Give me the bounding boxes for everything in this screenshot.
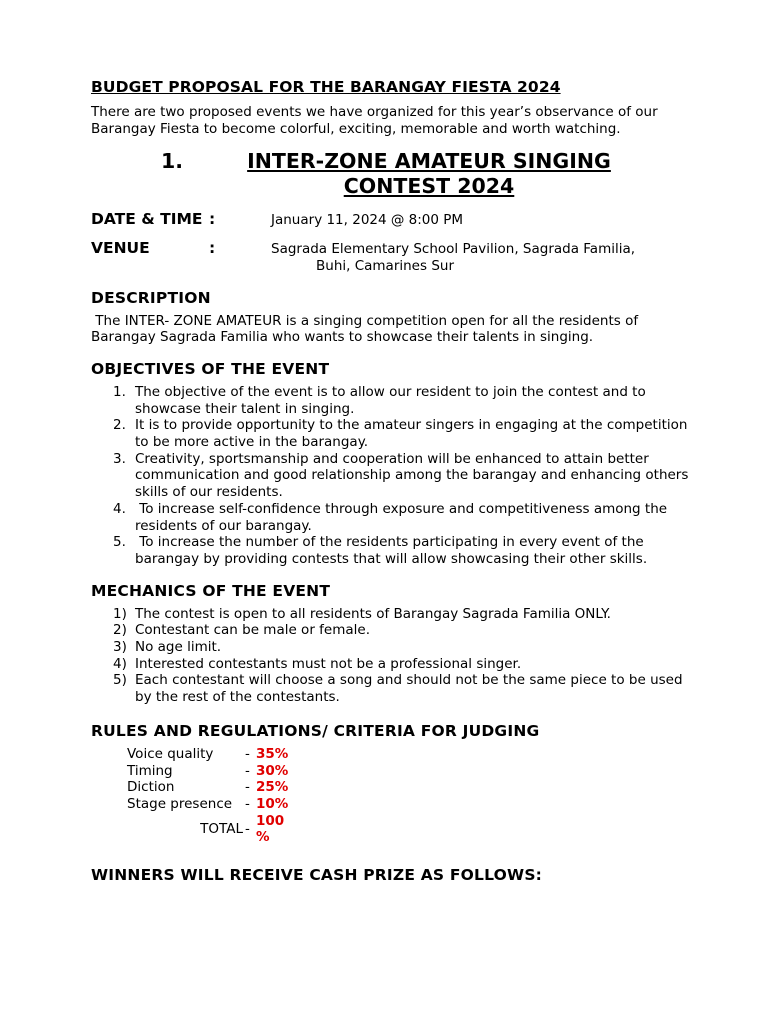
objectives-heading: OBJECTIVES OF THE EVENT bbox=[91, 359, 330, 378]
criteria-row: Voice quality - 35% bbox=[127, 745, 289, 762]
list-item: 5) Each contestant will choose a song and should not be the same piece to be used by the rest of the contestants. bbox=[113, 672, 683, 706]
list-item: 2) Contestant can be male or female. bbox=[113, 622, 370, 639]
criteria-row: Diction - 25% bbox=[127, 779, 289, 796]
document-page bbox=[91, 78, 691, 890]
list-item: 2. It is to provide opportunity to the amateur singers in engaging at the competition to be more active in the barangay. bbox=[113, 417, 688, 451]
mechanics-heading: MECHANICS OF THE EVENT bbox=[91, 581, 331, 600]
criteria-table bbox=[127, 746, 691, 846]
list-item: 3. Creativity, sportsmanship and cooperation will be enhanced to attain better communication and good relationship among the barangay and enhancing others skills of our residents. bbox=[113, 450, 689, 501]
date-time-value: January 11, 2024 @ 8:00 PM bbox=[271, 212, 464, 229]
date-time-colon: : bbox=[209, 210, 216, 229]
rules-heading: RULES AND REGULATIONS/ CRITERIA FOR JUDGING bbox=[91, 721, 540, 740]
criteria-row: Stage presence - 10% bbox=[127, 795, 289, 812]
venue-value-line1: Sagrada Elementary School Pavilion, Sagrada Familia, bbox=[271, 241, 636, 258]
venue-label: VENUE bbox=[91, 239, 150, 258]
description-paragraph: The INTER- ZONE AMATEUR is a singing competition open for all the residents of Barangay Sagrada Familia who wants to showcase their talents in singing. bbox=[91, 312, 643, 346]
list-item: 4) Interested contestants must not be a professional singer. bbox=[113, 655, 522, 672]
intro-paragraph: There are two proposed events we have organized for this year’s observance of our Barangay Fiesta to become colorful, exciting, memorable and worth watching. bbox=[91, 104, 658, 137]
event-heading bbox=[91, 149, 691, 199]
mechanics-list bbox=[91, 606, 691, 706]
list-item: 4. To increase self-confidence through exposure and competitiveness among the residents of our barangay. bbox=[113, 500, 672, 534]
description-heading: DESCRIPTION bbox=[91, 288, 211, 307]
list-item: 3) No age limit. bbox=[113, 639, 222, 656]
list-item: 1) The contest is open to all residents of Barangay Sagrada Familia ONLY. bbox=[113, 605, 611, 622]
venue-value-line2: Buhi, Camarines Sur bbox=[316, 257, 454, 274]
date-time-label: DATE & TIME bbox=[91, 210, 203, 229]
event-number: 1. bbox=[161, 149, 184, 174]
list-item: 1. The objective of the event is to allow our resident to join the contest and to showcase their talent in singing. bbox=[113, 383, 646, 417]
date-time-row bbox=[91, 211, 691, 229]
document-title: BUDGET PROPOSAL FOR THE BARANGAY FIESTA 2024 bbox=[91, 78, 561, 96]
criteria-total-row: TOTAL - 100 % bbox=[200, 812, 285, 846]
list-item: 5. To increase the number of the residents participating in every event of the barangay by providing contests that will allow showcasing their other skills. bbox=[113, 534, 648, 567]
criteria-row: Timing - 30% bbox=[127, 762, 289, 779]
venue-row bbox=[91, 240, 691, 274]
objectives-list bbox=[91, 384, 691, 568]
venue-colon: : bbox=[209, 239, 216, 258]
winners-heading: WINNERS WILL RECEIVE CASH PRIZE AS FOLLOWS: bbox=[91, 866, 543, 885]
event-name: INTER-ZONE AMATEUR SINGING CONTEST 2024 bbox=[247, 149, 611, 199]
